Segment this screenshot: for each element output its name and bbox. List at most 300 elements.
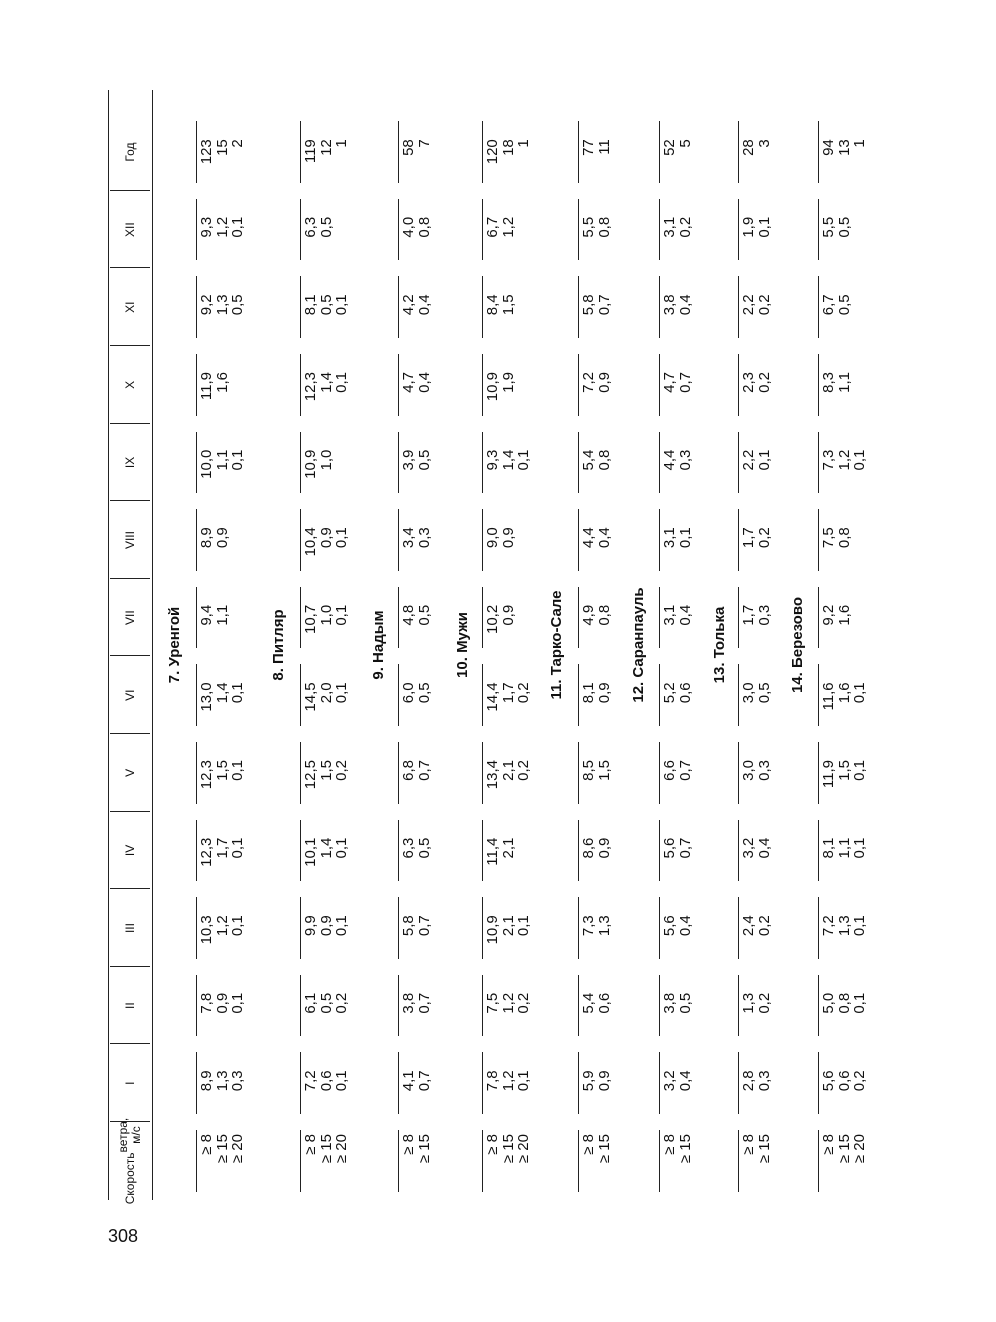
value-cell bbox=[230, 372, 246, 416]
section-rule bbox=[818, 975, 819, 1037]
value-cell: 0,2 bbox=[755, 294, 773, 316]
value-cell: 1 bbox=[333, 139, 350, 148]
speed-thresholds bbox=[741, 1134, 772, 1194]
value-cell: 0,7 bbox=[595, 294, 613, 316]
month-values bbox=[485, 760, 532, 804]
station-section bbox=[818, 90, 869, 1200]
section-rule bbox=[196, 354, 197, 416]
value-cell: 0,1 bbox=[755, 449, 773, 471]
section-rule bbox=[738, 509, 739, 571]
section-rule bbox=[300, 742, 301, 804]
month-values bbox=[199, 372, 246, 416]
value-cell: 2,1 bbox=[499, 915, 517, 937]
month-values bbox=[662, 217, 693, 261]
month-values bbox=[303, 1070, 350, 1114]
header-month-I: I bbox=[122, 1081, 137, 1085]
value-cell: 9,3 bbox=[198, 216, 215, 238]
value-cell: 1,6 bbox=[835, 604, 853, 626]
value-cell: 13,4 bbox=[484, 760, 501, 790]
value-cell: 5 bbox=[676, 139, 694, 148]
section-rule bbox=[738, 975, 739, 1037]
value-cell: 3,0 bbox=[740, 682, 757, 704]
section-rule bbox=[398, 509, 399, 571]
speed-threshold: ≥ 8 bbox=[740, 1134, 757, 1155]
section-rule bbox=[738, 354, 739, 416]
value-cell: 0,9 bbox=[213, 992, 231, 1014]
value-cell: 1,7 bbox=[740, 527, 757, 549]
header-month-VIII: VIII bbox=[122, 531, 137, 550]
value-cell: 5,9 bbox=[580, 1070, 597, 1092]
month-values bbox=[821, 838, 868, 882]
value-cell: 9,2 bbox=[198, 294, 215, 316]
section-rule bbox=[482, 432, 483, 494]
value-cell: 4,2 bbox=[400, 294, 417, 316]
station-section bbox=[482, 90, 533, 1200]
value-cell: 1,1 bbox=[213, 604, 231, 626]
value-cell: 7,2 bbox=[820, 915, 837, 937]
value-cell: 8,1 bbox=[302, 294, 319, 316]
value-cell: 12,5 bbox=[302, 760, 319, 790]
section-rule bbox=[482, 820, 483, 882]
value-cell: 4,1 bbox=[400, 1070, 417, 1092]
section-rule bbox=[398, 742, 399, 804]
value-cell: 0,8 bbox=[415, 216, 433, 238]
value-cell: 1,2 bbox=[213, 915, 231, 937]
header-speed-label-line: ветра, м/с bbox=[116, 1117, 143, 1153]
section-rule bbox=[818, 1130, 819, 1192]
value-cell: 5,6 bbox=[820, 1070, 837, 1092]
value-cell: 0,7 bbox=[676, 760, 694, 781]
speed-threshold: ≥ 8 bbox=[302, 1134, 319, 1155]
month-values bbox=[662, 605, 693, 649]
value-cell: 12,3 bbox=[302, 372, 319, 402]
value-cell: 0,8 bbox=[595, 449, 613, 471]
month-values bbox=[821, 605, 868, 649]
section-rule bbox=[398, 199, 399, 261]
value-cell: 1,2 bbox=[499, 992, 517, 1014]
section-rule bbox=[398, 276, 399, 338]
speed-threshold: ≥ 8 bbox=[580, 1134, 597, 1155]
header-month-II: II bbox=[122, 1002, 137, 1009]
section-title: 13. Толька bbox=[711, 606, 728, 684]
section-rule bbox=[300, 1052, 301, 1114]
section-rule bbox=[738, 1130, 739, 1192]
value-cell: 4,7 bbox=[400, 372, 417, 393]
value-cell: 1,3 bbox=[740, 992, 757, 1014]
value-cell: 120 bbox=[484, 139, 501, 165]
section-rule bbox=[482, 121, 483, 183]
value-cell bbox=[852, 605, 868, 649]
section-rule bbox=[300, 354, 301, 416]
value-cell: 0,7 bbox=[676, 372, 694, 393]
value-cell bbox=[852, 372, 868, 416]
value-cell: 2,4 bbox=[740, 915, 757, 937]
value-cell: 0,5 bbox=[676, 992, 694, 1014]
value-cell: 0,7 bbox=[415, 760, 433, 781]
section-rule bbox=[300, 199, 301, 261]
section-rule bbox=[196, 121, 197, 183]
value-cell: 10,9 bbox=[302, 449, 319, 479]
value-cell: 8,3 bbox=[820, 372, 837, 393]
speed-threshold: ≥ 15 bbox=[213, 1134, 231, 1164]
value-cell: 0,9 bbox=[317, 915, 335, 937]
value-cell: 0,3 bbox=[755, 604, 773, 626]
value-cell: 0,1 bbox=[229, 915, 246, 937]
month-values bbox=[662, 294, 693, 338]
speed-thresholds bbox=[199, 1134, 246, 1194]
month-values bbox=[199, 915, 246, 959]
value-cell: 1,3 bbox=[213, 1070, 231, 1092]
value-cell: 0,4 bbox=[595, 527, 613, 549]
value-cell: 0,1 bbox=[676, 527, 694, 549]
value-cell: 7,5 bbox=[484, 992, 501, 1014]
section-rule bbox=[196, 1130, 197, 1192]
value-cell: 1,3 bbox=[213, 294, 231, 316]
value-cell: 9,9 bbox=[302, 915, 319, 937]
value-cell: 0,3 bbox=[229, 1070, 246, 1092]
station-section bbox=[659, 90, 694, 1200]
month-values bbox=[581, 915, 612, 959]
section-rule bbox=[300, 587, 301, 649]
month-values bbox=[741, 1070, 772, 1114]
value-cell: 1,6 bbox=[835, 682, 853, 704]
value-cell: 0,2 bbox=[755, 372, 773, 393]
value-cell: 8,1 bbox=[580, 682, 597, 704]
value-cell: 77 bbox=[580, 139, 597, 156]
value-cell: 3,4 bbox=[400, 527, 417, 549]
rotated-table-container bbox=[108, 90, 898, 1205]
value-cell: 0,8 bbox=[595, 216, 613, 238]
value-cell bbox=[516, 217, 532, 261]
value-cell: 3,8 bbox=[661, 294, 678, 316]
value-cell: 13,0 bbox=[198, 682, 215, 712]
value-cell: 0,7 bbox=[415, 1070, 433, 1092]
header-top-rule bbox=[108, 90, 109, 1200]
section-rule bbox=[578, 664, 579, 726]
value-cell: 0,5 bbox=[317, 216, 335, 238]
month-values bbox=[662, 527, 693, 571]
section-rule bbox=[659, 1052, 660, 1114]
section-rule bbox=[482, 742, 483, 804]
section-rule bbox=[196, 587, 197, 649]
month-values bbox=[401, 605, 432, 649]
value-cell: 0,9 bbox=[499, 527, 517, 549]
value-cell: 0,4 bbox=[676, 915, 694, 937]
value-cell: 0,1 bbox=[333, 682, 350, 704]
header-month-III: III bbox=[122, 923, 137, 934]
month-values bbox=[662, 1070, 693, 1114]
value-cell: 5,4 bbox=[580, 992, 597, 1014]
value-cell: 0,8 bbox=[595, 604, 613, 626]
value-cell: 58 bbox=[400, 139, 417, 156]
value-cell bbox=[230, 605, 246, 649]
section-rule bbox=[659, 509, 660, 571]
section-rule bbox=[398, 975, 399, 1037]
value-cell: 5,4 bbox=[580, 449, 597, 471]
value-cell: 3,1 bbox=[661, 604, 678, 626]
value-cell: 0,1 bbox=[851, 682, 868, 704]
month-values bbox=[821, 294, 868, 338]
station-section bbox=[738, 90, 773, 1200]
value-cell bbox=[516, 605, 532, 649]
value-cell: 7,3 bbox=[820, 449, 837, 471]
section-rule bbox=[300, 509, 301, 571]
speed-threshold: ≥ 20 bbox=[515, 1134, 532, 1164]
month-values bbox=[485, 527, 532, 571]
value-cell: 3,0 bbox=[740, 760, 757, 781]
section-rule bbox=[196, 276, 197, 338]
year-total-values bbox=[401, 139, 432, 183]
speed-threshold: ≥ 15 bbox=[835, 1134, 853, 1164]
value-cell: 1,0 bbox=[317, 604, 335, 626]
month-values bbox=[581, 1070, 612, 1114]
value-cell: 4,4 bbox=[661, 449, 678, 471]
value-cell: 1 bbox=[515, 139, 532, 148]
section-rule bbox=[818, 897, 819, 959]
month-values bbox=[199, 993, 246, 1037]
month-values bbox=[303, 294, 350, 338]
value-cell: 6,7 bbox=[820, 294, 837, 316]
month-values bbox=[741, 838, 772, 882]
value-cell: 5,6 bbox=[661, 915, 678, 937]
value-cell: 0,2 bbox=[515, 760, 532, 781]
value-cell: 0,6 bbox=[835, 1070, 853, 1092]
value-cell: 6,7 bbox=[484, 216, 501, 238]
value-cell: 11,6 bbox=[820, 682, 837, 711]
value-cell: 5,0 bbox=[820, 992, 837, 1014]
value-cell: 1,5 bbox=[317, 760, 335, 781]
value-cell: 3,8 bbox=[661, 992, 678, 1014]
value-cell: 2,3 bbox=[740, 372, 757, 393]
value-cell: 0,4 bbox=[415, 372, 433, 393]
section-rule bbox=[738, 1052, 739, 1114]
year-total-values bbox=[821, 139, 868, 183]
month-values bbox=[401, 682, 432, 726]
value-cell: 0,9 bbox=[595, 837, 613, 859]
month-values bbox=[581, 605, 612, 649]
header-month-X: X bbox=[122, 380, 137, 389]
section-rule bbox=[659, 199, 660, 261]
value-cell: 7,2 bbox=[302, 1070, 319, 1092]
value-cell: 0,2 bbox=[676, 216, 694, 238]
value-cell bbox=[230, 527, 246, 571]
value-cell: 0,5 bbox=[415, 682, 433, 704]
speed-thresholds bbox=[821, 1134, 868, 1194]
value-cell: 0,5 bbox=[415, 449, 433, 471]
value-cell: 5,8 bbox=[580, 294, 597, 316]
value-cell: 18 bbox=[499, 139, 517, 156]
section-rule bbox=[482, 199, 483, 261]
value-cell: 0,8 bbox=[835, 527, 853, 549]
section-rule bbox=[659, 432, 660, 494]
value-cell: 0,1 bbox=[229, 760, 246, 781]
value-cell: 7,3 bbox=[580, 915, 597, 937]
month-values bbox=[401, 294, 432, 338]
month-values bbox=[401, 450, 432, 494]
value-cell: 0,3 bbox=[755, 1070, 773, 1092]
value-cell: 6,6 bbox=[661, 760, 678, 781]
value-cell: 1,2 bbox=[499, 216, 517, 238]
section-title: 11. Тарко-Сале bbox=[548, 590, 565, 700]
month-values bbox=[199, 605, 246, 649]
value-cell: 0,6 bbox=[595, 992, 613, 1014]
value-cell: 2,8 bbox=[740, 1070, 757, 1092]
section-rule bbox=[659, 587, 660, 649]
value-cell: 8,5 bbox=[580, 760, 597, 781]
value-cell: 15 bbox=[213, 139, 231, 156]
speed-threshold: ≥ 15 bbox=[317, 1134, 335, 1164]
month-values bbox=[485, 993, 532, 1037]
month-values bbox=[485, 372, 532, 416]
section-rule bbox=[196, 1052, 197, 1114]
month-values bbox=[199, 1070, 246, 1114]
value-cell: 8,4 bbox=[484, 294, 501, 316]
value-cell: 10,7 bbox=[302, 604, 319, 635]
value-cell: 11,4 bbox=[484, 837, 501, 866]
month-values bbox=[303, 217, 350, 261]
section-rule bbox=[300, 432, 301, 494]
section-rule bbox=[300, 820, 301, 882]
station-section bbox=[196, 90, 247, 1200]
value-cell: 94 bbox=[820, 139, 837, 156]
value-cell: 0,7 bbox=[676, 837, 694, 859]
value-cell: 12 bbox=[317, 139, 335, 156]
month-values bbox=[662, 450, 693, 494]
section-rule bbox=[659, 820, 660, 882]
section-rule bbox=[398, 354, 399, 416]
value-cell: 2,0 bbox=[317, 682, 335, 704]
value-cell: 12,3 bbox=[198, 837, 215, 867]
value-cell: 3 bbox=[755, 139, 773, 148]
value-cell: 14,5 bbox=[302, 682, 319, 712]
value-cell: 14,4 bbox=[484, 682, 501, 712]
month-values bbox=[821, 372, 868, 416]
speed-threshold: ≥ 8 bbox=[820, 1134, 837, 1155]
header-month-V: V bbox=[122, 768, 137, 777]
section-rule bbox=[818, 354, 819, 416]
header-month-IV: IV bbox=[122, 844, 137, 857]
section-rule bbox=[738, 742, 739, 804]
value-cell: 1,9 bbox=[740, 216, 757, 238]
section-rule bbox=[300, 1130, 301, 1192]
section-rule bbox=[578, 199, 579, 261]
month-values bbox=[821, 527, 868, 571]
month-values bbox=[485, 838, 532, 882]
value-cell: 0,9 bbox=[595, 682, 613, 704]
header-month-VII: VII bbox=[122, 610, 137, 625]
value-cell: 0,1 bbox=[333, 1070, 350, 1092]
value-cell: 0,1 bbox=[229, 449, 246, 471]
section-rule bbox=[738, 587, 739, 649]
value-cell: 0,4 bbox=[676, 294, 694, 316]
speed-threshold: ≥ 8 bbox=[400, 1134, 417, 1155]
value-cell: 1,2 bbox=[835, 449, 853, 471]
header-month-IX: IX bbox=[122, 456, 137, 469]
section-rule bbox=[659, 354, 660, 416]
section-rule bbox=[398, 1052, 399, 1114]
value-cell: 10,4 bbox=[302, 527, 319, 557]
value-cell: 11,9 bbox=[820, 760, 837, 789]
value-cell: 3,2 bbox=[740, 837, 757, 859]
value-cell: 9,2 bbox=[820, 604, 837, 626]
value-cell: 0,1 bbox=[515, 915, 532, 937]
value-cell: 0,5 bbox=[835, 294, 853, 316]
value-cell: 0,2 bbox=[333, 992, 350, 1014]
value-cell: 10,9 bbox=[484, 372, 501, 402]
month-values bbox=[821, 1070, 868, 1114]
month-values bbox=[199, 527, 246, 571]
month-values bbox=[199, 217, 246, 261]
month-values bbox=[199, 682, 246, 726]
section-rule bbox=[818, 199, 819, 261]
value-cell: 7,2 bbox=[580, 372, 597, 393]
value-cell: 9,0 bbox=[484, 527, 501, 549]
value-cell bbox=[852, 527, 868, 571]
value-cell: 1,9 bbox=[499, 372, 517, 393]
section-rule bbox=[818, 664, 819, 726]
value-cell: 10,0 bbox=[198, 449, 215, 479]
month-values bbox=[199, 838, 246, 882]
section-rule bbox=[482, 587, 483, 649]
value-cell: 0,9 bbox=[595, 372, 613, 393]
value-cell: 0,4 bbox=[755, 837, 773, 859]
value-cell: 0,1 bbox=[333, 527, 350, 549]
value-cell: 11,9 bbox=[198, 372, 215, 401]
value-cell: 0,1 bbox=[229, 837, 246, 859]
month-values bbox=[303, 605, 350, 649]
section-rule bbox=[196, 820, 197, 882]
month-values bbox=[401, 217, 432, 261]
station-section bbox=[300, 90, 351, 1200]
section-rule bbox=[738, 664, 739, 726]
section-rule bbox=[482, 975, 483, 1037]
value-cell bbox=[516, 838, 532, 882]
section-rule bbox=[578, 354, 579, 416]
value-cell: 119 bbox=[302, 139, 319, 164]
value-cell: 0,1 bbox=[851, 915, 868, 937]
header-month-XII: XII bbox=[122, 222, 137, 237]
speed-threshold: ≥ 15 bbox=[415, 1134, 433, 1164]
value-cell: 0,5 bbox=[415, 604, 433, 626]
value-cell: 2,1 bbox=[499, 837, 517, 859]
value-cell: 0,1 bbox=[333, 837, 350, 859]
month-values bbox=[485, 1070, 532, 1114]
value-cell: 0,5 bbox=[317, 992, 335, 1014]
speed-threshold: ≥ 8 bbox=[198, 1134, 215, 1155]
month-values bbox=[401, 1070, 432, 1114]
value-cell: 0,2 bbox=[755, 527, 773, 549]
value-cell: 0,9 bbox=[317, 527, 335, 549]
value-cell: 0,1 bbox=[851, 837, 868, 859]
value-cell: 1,5 bbox=[213, 760, 231, 781]
section-rule bbox=[578, 897, 579, 959]
month-values bbox=[303, 682, 350, 726]
month-values bbox=[401, 915, 432, 959]
wind-speed-table bbox=[108, 90, 898, 1205]
value-cell: 4,9 bbox=[580, 604, 597, 626]
value-cell: 7,5 bbox=[820, 527, 837, 549]
value-cell: 0,1 bbox=[229, 682, 246, 704]
month-values bbox=[821, 760, 868, 804]
month-values bbox=[303, 372, 350, 416]
month-values bbox=[199, 294, 246, 338]
header-month-Год: Год bbox=[122, 142, 137, 162]
section-rule bbox=[300, 975, 301, 1037]
month-values bbox=[303, 838, 350, 882]
section-rule bbox=[818, 432, 819, 494]
value-cell: 13 bbox=[835, 139, 853, 156]
section-rule bbox=[482, 509, 483, 571]
